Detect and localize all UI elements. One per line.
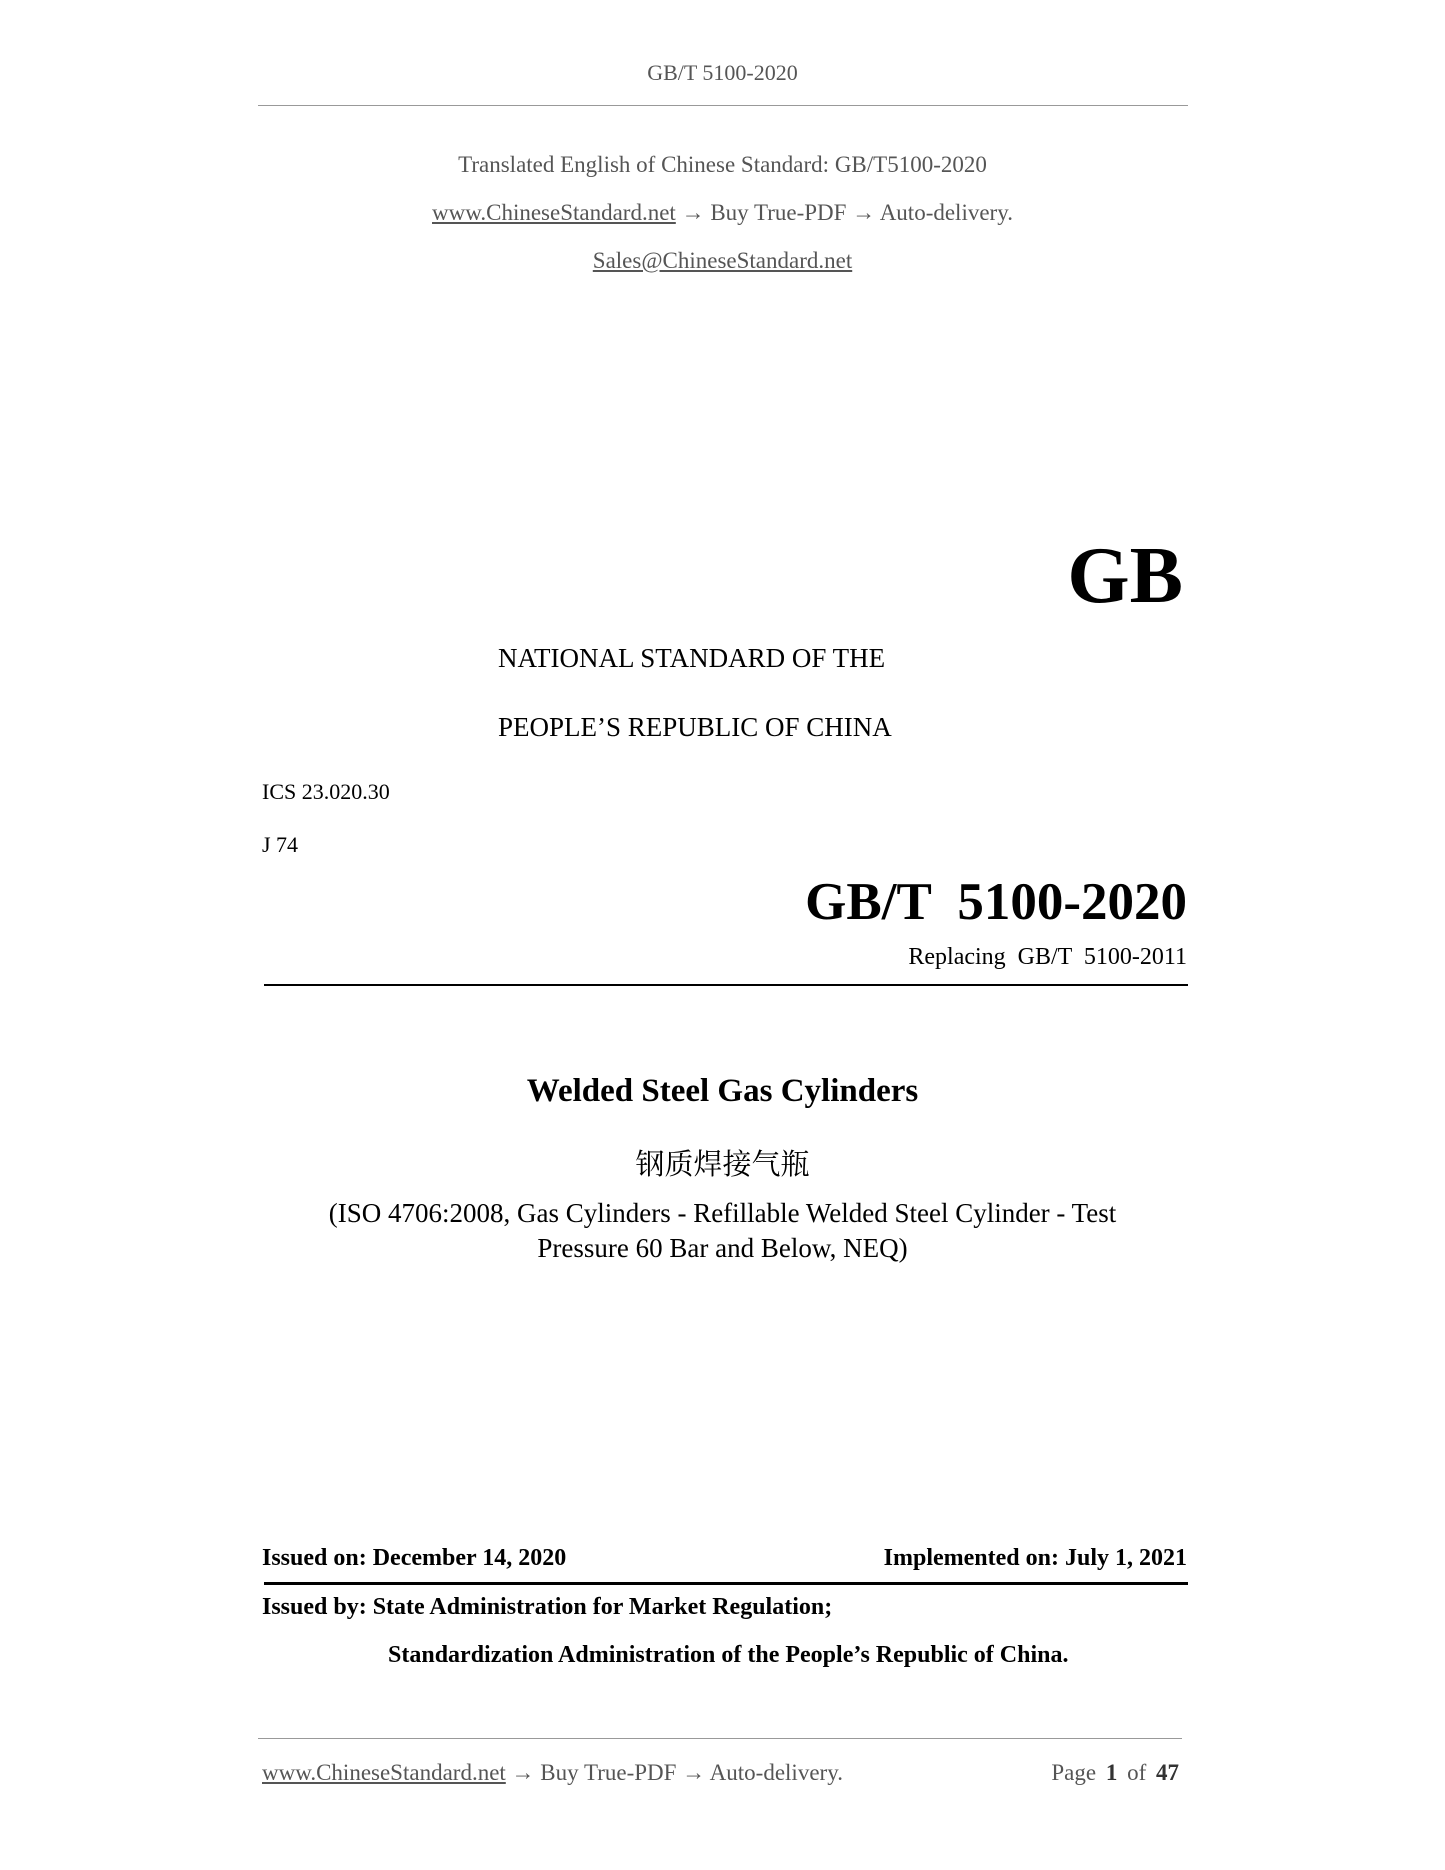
gb-logo: GB (1067, 532, 1183, 620)
arrow-icon: → (682, 1760, 706, 1785)
buy-label: Buy True-PDF (710, 200, 847, 225)
arrow-icon: → (511, 1760, 535, 1785)
footer-site-link[interactable]: www.ChineseStandard.net (262, 1760, 506, 1785)
auto-delivery-label: Auto-delivery. (879, 200, 1013, 225)
page-indicator (1051, 1760, 1179, 1786)
header-divider (258, 105, 1188, 106)
national-standard-line1: NATIONAL STANDARD OF THE (498, 643, 886, 673)
iso-reference-line2: Pressure 60 Bar and Below, NEQ) (537, 1233, 908, 1263)
standard-number-divider (264, 984, 1188, 986)
issued-by-line1: Issued by: State Administration for Market Regulation; (262, 1594, 833, 1620)
footer-auto-delivery-label: Auto-delivery. (709, 1760, 843, 1785)
title-english: Welded Steel Gas Cylinders (526, 1073, 919, 1109)
page-number: 1 (1105, 1760, 1118, 1785)
page-word: Page (1051, 1760, 1097, 1785)
page-total: 47 (1156, 1760, 1179, 1785)
title-chinese: 钢质焊接气瓶 (635, 1147, 810, 1181)
dates-divider (264, 1582, 1188, 1585)
iso-reference-line1: (ISO 4706:2008, Gas Cylinders - Refillable Welded Steel Cylinder - Test (328, 1198, 1117, 1228)
translated-notice: Translated English of Chinese Standard: GB/T5100-2020 (458, 152, 987, 177)
arrow-icon: → (681, 200, 705, 225)
ics-code: ICS 23.020.30 (262, 779, 390, 804)
purchase-line (0, 200, 1445, 226)
email-line (0, 248, 1445, 274)
running-header: GB/T 5100-2020 (647, 60, 798, 85)
replacing-note: Replacing GB/T 5100-2011 (908, 944, 1187, 970)
issued-by-line2: Standardization Administration of the People’s Republic of China. (388, 1642, 1069, 1668)
footer-divider (258, 1738, 1182, 1739)
of-word: of (1127, 1760, 1147, 1785)
site-link[interactable]: www.ChineseStandard.net (432, 200, 676, 225)
footer-buy-label: Buy True-PDF (540, 1760, 677, 1785)
ccs-code: J 74 (262, 832, 299, 857)
standard-number: GB/T 5100-2020 (805, 873, 1187, 931)
footer-purchase-line (262, 1760, 843, 1786)
email-link[interactable]: Sales@ChineseStandard.net (592, 248, 853, 273)
national-standard-line2: PEOPLE’S REPUBLIC OF CHINA (498, 712, 892, 742)
arrow-icon: → (852, 200, 876, 225)
issued-on-date: Issued on: December 14, 2020 (262, 1545, 567, 1571)
implemented-on-date: Implemented on: July 1, 2021 (883, 1545, 1187, 1571)
